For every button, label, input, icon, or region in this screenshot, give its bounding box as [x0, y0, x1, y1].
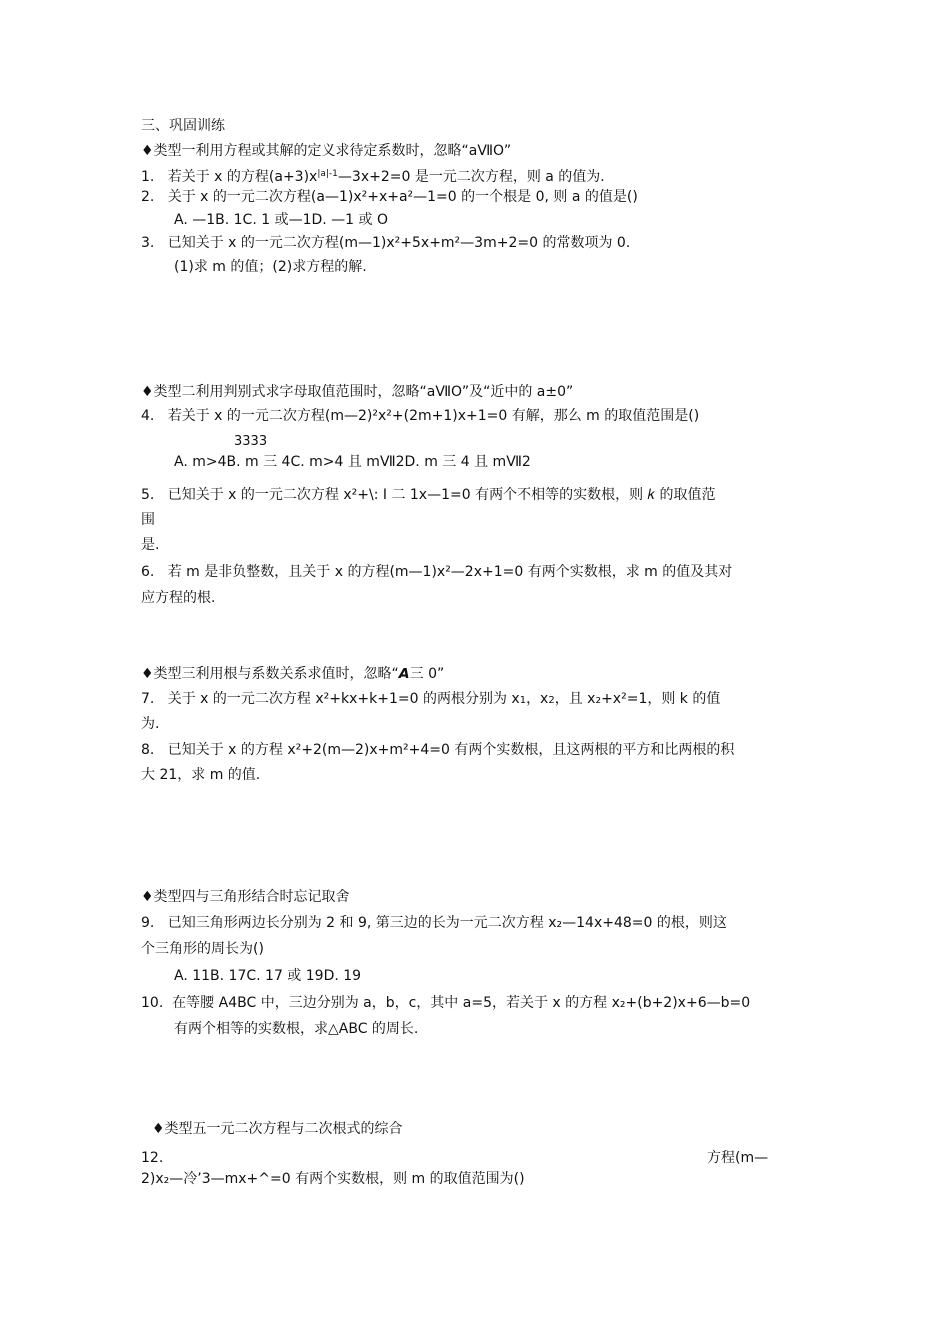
type2-heading: ♦类型二利用判别式求字母取值范围时，忽略“aⅦO”及“近中的 a±0” — [141, 384, 574, 400]
q7-subscript-1: 1 — [519, 695, 527, 706]
q12-number: 12. — [141, 1150, 164, 1166]
question-5 — [141, 485, 715, 505]
q1-number: 1. — [141, 169, 155, 185]
q9-options: A. 11B. 17C. 17 或 19D. 19 — [174, 968, 362, 984]
q12-continuation: 2)x₂—冷’3—mx+^=0 有两个实数根，则 m 的取值范围为() — [141, 1171, 525, 1187]
q3-subquestion: (1)求 m 的值；(2)求方程的解. — [174, 259, 367, 275]
q7-number: 7. — [141, 691, 155, 707]
q3-text: 已知关于 x 的一元二次方程(m—1)x²+5x+m²—3m+2=0 的常数项为 0. — [167, 235, 631, 251]
q8-number: 8. — [141, 742, 155, 758]
q4-options: A. m>4B. m 三 4C. m>4 且 mⅦ2D. m 三 4 且 mⅦ2 — [174, 454, 531, 470]
question-1 — [141, 164, 605, 187]
q7-text-post: ，且 x₂+x²=1，则 k 的值 — [554, 691, 721, 707]
q3-number: 3. — [141, 235, 155, 251]
question-6 — [141, 562, 732, 582]
question-8 — [141, 740, 734, 760]
q10-number: 10. — [141, 995, 164, 1011]
question-4 — [141, 406, 699, 426]
q7-text-pre: 关于 x 的一元二次方程 x²+kx+k+1=0 的两根分别为 x — [167, 691, 520, 707]
question-10 — [141, 993, 750, 1013]
q5-number: 5. — [141, 487, 155, 503]
q1-exponent: |a|-1 — [317, 169, 338, 179]
question-3 — [141, 233, 630, 253]
q1-text-pre: 若关于 x 的方程(a+3)x — [167, 169, 318, 185]
q9-continuation: 个三角形的周长为() — [141, 941, 264, 957]
q1-text-post: —3x+2=0 是一元二次方程，则 a 的值为. — [337, 169, 605, 185]
question-9 — [141, 913, 727, 933]
type4-heading: ♦类型四与三角形结合时忘记取舍 — [141, 889, 350, 905]
q4-text: 若关于 x 的一元二次方程(m—2)²x²+(2m+1)x+1=0 有解，那么 m 的取值范围是() — [167, 408, 700, 424]
q6-number: 6. — [141, 564, 155, 580]
q2-number: 2. — [141, 189, 155, 205]
type3-heading: ♦类型三利用根与系数关系求值时，忽略“𝘼三 0” — [141, 666, 445, 682]
q9-text: 已知三角形两边长分别为 2 和 9, 第三边的长为一元二次方程 x₂—14x+48=0 的根，则这 — [167, 915, 727, 931]
q7-continuation: 为. — [141, 716, 160, 732]
type5-heading: ♦类型五一元二次方程与二次根式的综合 — [152, 1121, 403, 1137]
q10-continuation: 有两个相等的实数根，求△ABC 的周长. — [174, 1021, 419, 1037]
q6-text: 若 m 是非负整数，且关于 x 的方程(m—1)x²—2x+1=0 有两个实数根，求 m 的值及其对 — [167, 564, 733, 580]
q2-options: A. —1B. 1C. 1 或—1D. —1 或 O — [174, 212, 388, 228]
q4-fraction-numerators: 3333 — [234, 434, 268, 449]
q6-continuation: 应方程的根. — [141, 590, 216, 606]
q7-subscript-2: 2 — [548, 695, 555, 706]
q2-text: 关于 x 的一元二次方程(a—1)x²+x+a²—1=0 的一个根是 0, 则 a 的值是() — [167, 189, 638, 205]
section-title: 三、巩固训练 — [141, 118, 225, 134]
q7-text-mid: ，x — [526, 691, 549, 707]
q10-text: 在等腰 A4BC 中，三边分别为 a，b，c，其中 a=5，若关于 x 的方程 x₂+(b+2)x+6—b=0 — [172, 995, 751, 1011]
q5-text: 已知关于 x 的一元二次方程 x²+\: I 二 1x—1=0 有两个不相等的实数根，则 𝑘 的取值范 — [167, 487, 716, 503]
q8-continuation: 大 21，求 m 的值. — [141, 767, 261, 783]
q5-continuation-1: 围 — [141, 512, 155, 528]
question-7 — [141, 689, 720, 711]
q4-number: 4. — [141, 408, 155, 424]
q9-number: 9. — [141, 915, 155, 931]
q8-text: 已知关于 x 的方程 x²+2(m—2)x+m²+4=0 有两个实数根，且这两根的平方和比两根的积 — [167, 742, 735, 758]
q12-text-right: 方程(m— — [707, 1150, 769, 1166]
q5-continuation-2: 是. — [141, 537, 160, 553]
question-2 — [141, 187, 638, 207]
type1-heading: ♦类型一利用方程或其解的定义求待定系数时，忽略“aⅦO” — [141, 143, 512, 159]
